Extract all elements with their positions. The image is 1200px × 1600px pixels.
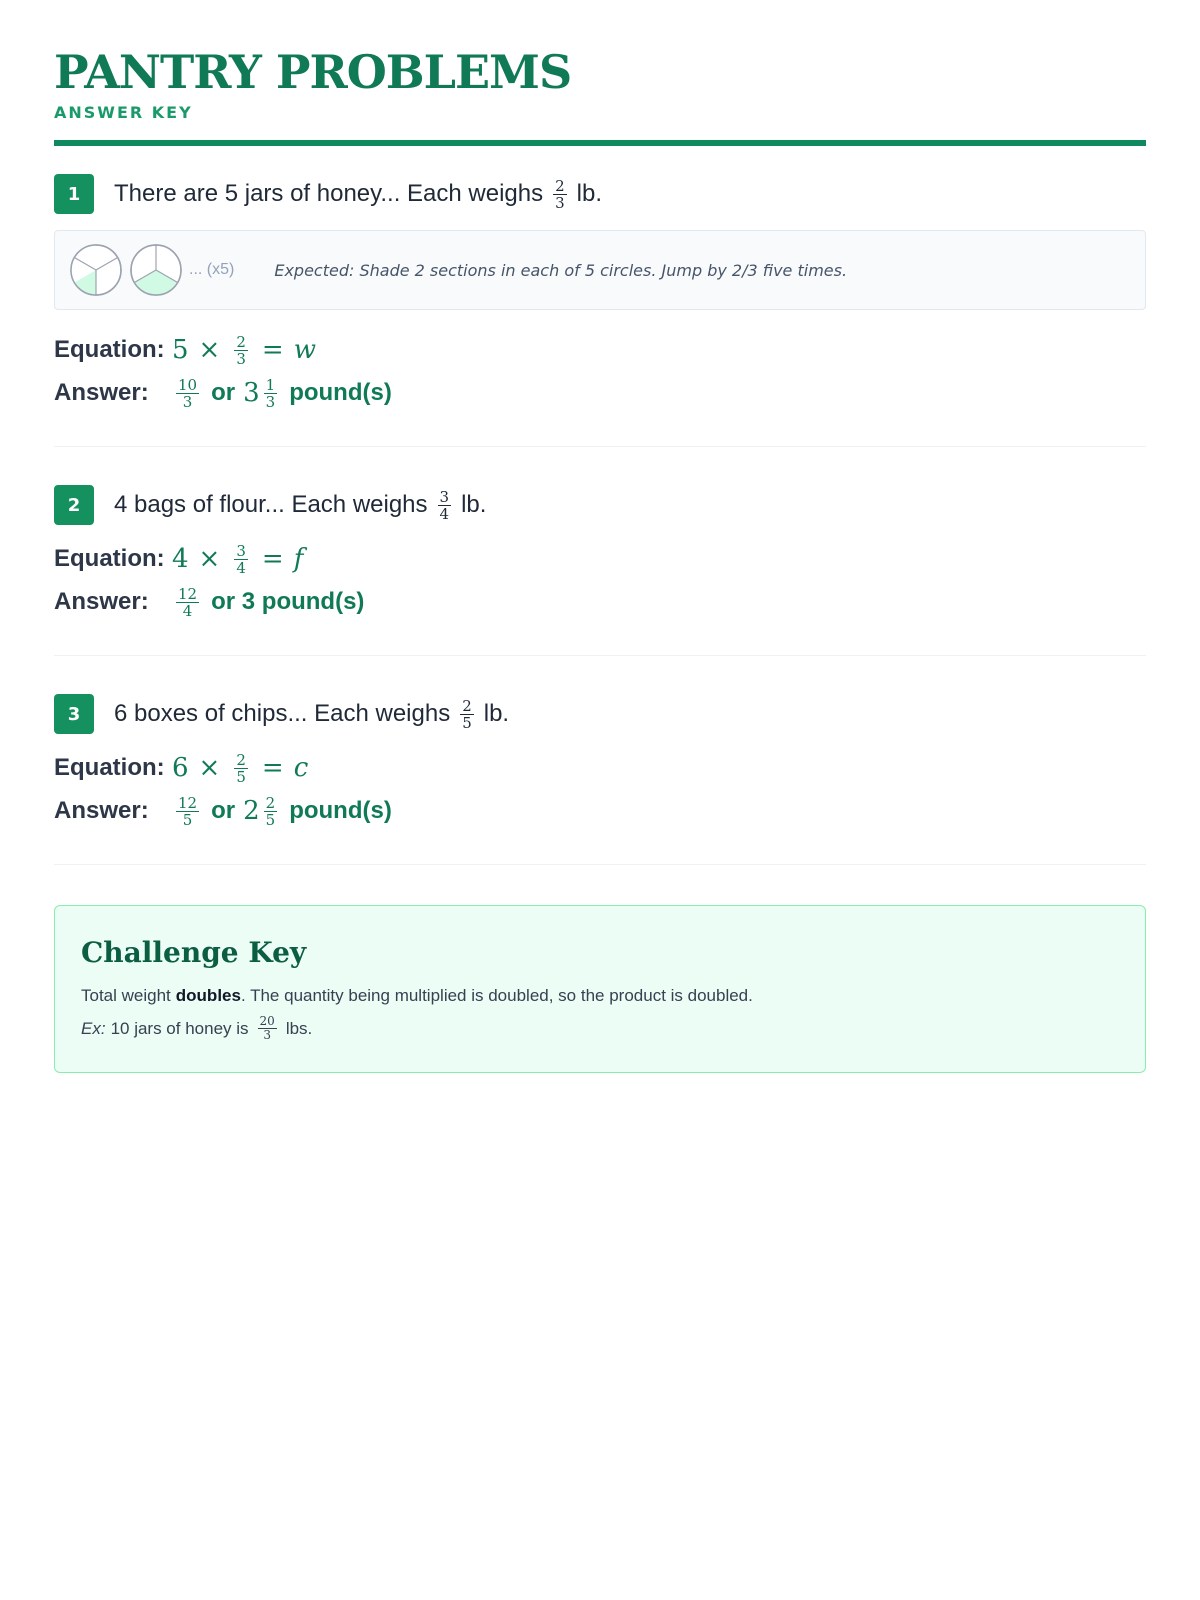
equation-fraction (234, 543, 248, 576)
fraction-numerator: 2 (236, 750, 246, 769)
visual-model-box (54, 230, 1146, 310)
page-title: PANTRY PROBLEMS (54, 45, 572, 99)
fraction-numerator: 12 (178, 793, 198, 812)
equation (172, 334, 316, 367)
answer-row (54, 579, 1146, 625)
answer-label: Answer: (54, 797, 149, 824)
weight-fraction (553, 178, 567, 211)
challenge-key-box (54, 905, 1146, 1073)
fraction-denominator: 5 (265, 810, 276, 829)
equation-fraction (234, 752, 248, 785)
unit-text: lb. (576, 180, 603, 207)
problem-text: There are 5 jars of honey... Each weighs (114, 180, 544, 207)
problem-number-badge: 1 (54, 174, 94, 214)
mixed-whole: 2 (243, 796, 260, 826)
mixed-fraction (264, 795, 278, 828)
example-text: 10 jars of honey is (110, 1018, 249, 1038)
mixed-whole: 3 (243, 378, 260, 408)
equation-label: Equation: (54, 545, 165, 572)
problem-statement (114, 178, 602, 211)
fraction-denominator: 3 (265, 392, 276, 411)
equation-fraction (234, 334, 248, 367)
answer-whole-text: or 3 pound(s) (211, 588, 365, 615)
fraction-numerator: 3 (236, 541, 246, 560)
equation-label: Equation: (54, 754, 165, 781)
equation-factor: 6 (172, 753, 189, 783)
answer-value (172, 377, 392, 410)
problem-number-badge: 2 (54, 485, 94, 525)
fraction-denominator: 5 (182, 810, 193, 829)
answer-row (54, 370, 1146, 416)
fraction-denominator: 4 (439, 504, 450, 523)
fraction-numerator: 1 (265, 375, 276, 394)
problem-text: 4 bags of flour... Each weighs (114, 491, 428, 518)
expected-note: Expected: Shade 2 sections in each of 5 circles. Jump by 2/3 five times. (274, 260, 848, 280)
fraction-numerator: 2 (462, 696, 472, 715)
weight-fraction (438, 489, 452, 522)
fraction-denominator: 5 (236, 767, 246, 786)
answer-value (172, 795, 392, 828)
fraction-denominator: 3 (236, 349, 246, 368)
fraction-numerator: 2 (265, 793, 276, 812)
answer-unit: pound(s) (289, 379, 392, 406)
answer-fraction (176, 377, 199, 410)
challenge-title: Challenge Key (81, 936, 307, 969)
equation-row (54, 330, 1146, 370)
challenge-example (81, 1015, 1119, 1042)
fraction-numerator: 3 (439, 487, 450, 506)
problem-2 (54, 447, 1146, 656)
example-fraction (258, 1015, 277, 1042)
or-text: or (211, 379, 236, 406)
problem-statement (114, 698, 509, 731)
fraction-numerator: 12 (178, 584, 198, 603)
times-sign: × (198, 335, 221, 365)
problem-number-badge: 3 (54, 694, 94, 734)
fraction-denominator: 3 (263, 1028, 271, 1042)
example-label: Ex: (81, 1018, 106, 1038)
fraction-denominator: 3 (182, 392, 193, 411)
fraction-denominator: 4 (182, 601, 193, 620)
equation-factor: 4 (172, 544, 189, 574)
equation-variable: c (293, 753, 309, 783)
fraction-circle-icon (129, 243, 183, 297)
equation-row (54, 539, 1146, 579)
weight-fraction (460, 698, 474, 731)
fraction-denominator: 3 (555, 193, 565, 212)
equation-variable: w (293, 335, 316, 365)
times-sign: × (198, 753, 221, 783)
page-subtitle: ANSWER KEY (54, 103, 193, 122)
answer-fraction (176, 795, 199, 828)
fraction-numerator: 2 (555, 176, 565, 195)
problem-statement (114, 489, 486, 522)
challenge-text: . The quantity being multiplied is doubled, so the product is doubled. (240, 986, 753, 1005)
mixed-fraction (264, 377, 278, 410)
problem-1 (54, 146, 1146, 447)
unit-text: lb. (461, 491, 487, 518)
equals-sign: = (261, 335, 284, 365)
equation (172, 752, 308, 785)
problem-3 (54, 656, 1146, 865)
challenge-explanation (81, 983, 1119, 1009)
repeat-count-label: ... (x5) (189, 261, 235, 278)
answer-label: Answer: (54, 588, 149, 615)
answer-unit: pound(s) (289, 797, 392, 824)
section-divider (54, 864, 1146, 865)
equation (172, 543, 303, 576)
fraction-numerator: 20 (259, 1014, 275, 1028)
answer-fraction (176, 586, 199, 619)
fraction-denominator: 4 (236, 558, 246, 577)
or-text: or (211, 797, 236, 824)
challenge-emphasis: doubles (175, 986, 241, 1005)
unit-text: lb. (483, 700, 510, 727)
equals-sign: = (261, 753, 284, 783)
answer-label: Answer: (54, 379, 149, 406)
problem-text: 6 boxes of chips... Each weighs (114, 700, 451, 727)
example-unit: lbs. (285, 1018, 313, 1038)
equation-row (54, 748, 1146, 788)
answer-row (54, 788, 1146, 834)
equation-label: Equation: (54, 336, 165, 363)
fraction-circle-icon (69, 243, 123, 297)
fraction-numerator: 10 (178, 375, 198, 394)
times-sign: × (198, 544, 221, 574)
equation-factor: 5 (172, 335, 189, 365)
challenge-text: Total weight (81, 986, 171, 1005)
answer-value (172, 586, 364, 619)
equals-sign: = (261, 544, 284, 574)
fraction-numerator: 2 (236, 332, 246, 351)
fraction-denominator: 5 (462, 713, 472, 732)
equation-variable: f (293, 544, 304, 574)
